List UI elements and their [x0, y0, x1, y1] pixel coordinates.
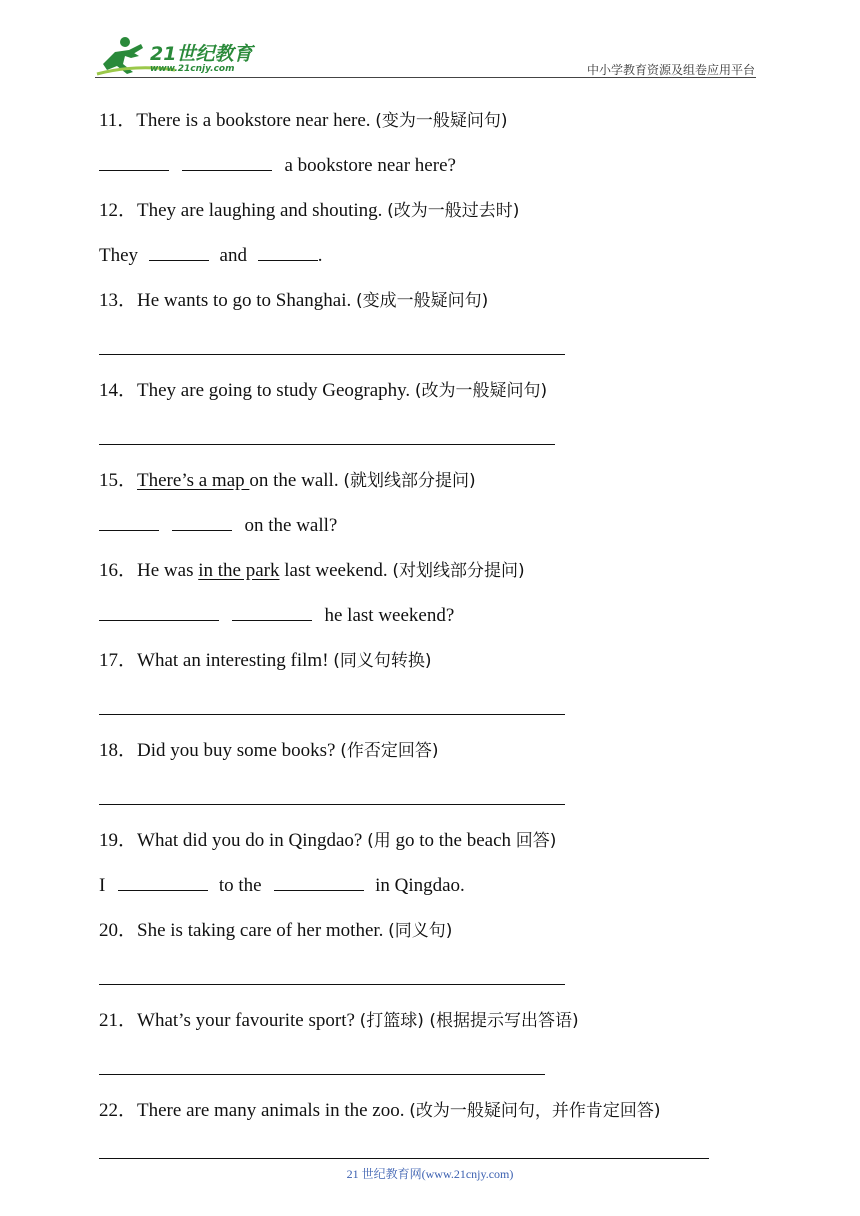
- question-12: [99, 199, 519, 223]
- answer-11: [99, 154, 456, 178]
- question-number: 20．: [99, 920, 138, 941]
- answer-blank[interactable]: [118, 874, 208, 891]
- question-text: He wants to go to Shanghai.: [137, 290, 352, 311]
- question-14: [99, 379, 547, 403]
- question-number: 16．: [99, 560, 138, 581]
- page-footer: 21 世纪教育网(www.21cnjy.com): [346, 1167, 514, 1181]
- answer-blank[interactable]: [99, 604, 219, 621]
- question-hint: (同义句): [388, 921, 453, 941]
- answer-blank[interactable]: [149, 244, 209, 261]
- question-number: 18．: [99, 740, 138, 761]
- question-18: [99, 739, 438, 763]
- header-platform-text: 中小学教育资源及组卷应用平台: [586, 63, 755, 77]
- answer-text: to the: [218, 875, 262, 896]
- answer-16: [99, 604, 454, 628]
- question-number: 14．: [99, 380, 138, 401]
- answer-blank[interactable]: [172, 514, 232, 531]
- question-text: They are going to study Geography.: [137, 380, 411, 401]
- question-hint: (变成一般疑问句): [356, 291, 489, 311]
- answer-line-17[interactable]: [99, 714, 565, 715]
- question-number: 22．: [99, 1100, 138, 1121]
- header-divider: [95, 77, 756, 78]
- question-number: 17．: [99, 650, 138, 671]
- answer-line-13[interactable]: [99, 354, 565, 355]
- question-hint: go to the beach: [390, 830, 516, 851]
- question-hint: (作否定回答): [340, 741, 439, 761]
- logo-text: 21世纪教育: [150, 43, 253, 65]
- answer-text: and: [219, 245, 247, 266]
- answer-text: .: [317, 245, 323, 266]
- question-hint: (同义句转换): [333, 651, 432, 671]
- question-text: She is taking care of her mother.: [137, 920, 384, 941]
- question-text: What did you do in Qingdao?: [137, 830, 363, 851]
- question-hint: (改为一般过去时): [387, 201, 520, 221]
- answer-line-22[interactable]: [99, 1158, 709, 1159]
- answer-blank[interactable]: [274, 874, 364, 891]
- question-text: Did you buy some books?: [137, 740, 336, 761]
- question-number: 12．: [99, 200, 138, 221]
- answer-line-20[interactable]: [99, 984, 565, 985]
- answer-blank[interactable]: [232, 604, 312, 621]
- answer-blank[interactable]: [182, 154, 272, 171]
- question-hint: (打篮球) (根据提示写出答语): [359, 1011, 579, 1031]
- question-text: There is a bookstore near here.: [136, 110, 371, 131]
- logo-url: www.21cnjy.com: [150, 64, 235, 74]
- answer-text: They: [99, 245, 139, 266]
- question-number: 21．: [99, 1010, 138, 1031]
- question-15: [99, 469, 476, 493]
- question-19: [99, 829, 556, 853]
- question-20: [99, 919, 452, 943]
- answer-text: on the wall?: [244, 515, 338, 536]
- underlined-text: in the park: [198, 560, 280, 581]
- answer-text: he last weekend?: [324, 605, 455, 626]
- page-header: [0, 0, 860, 80]
- answer-line-18[interactable]: [99, 804, 565, 805]
- answer-line-14[interactable]: [99, 444, 555, 445]
- question-number: 19．: [99, 830, 138, 851]
- question-text: There are many animals in the zoo.: [137, 1100, 405, 1121]
- underlined-text: There’s a map: [137, 470, 250, 491]
- question-text: on the wall.: [249, 470, 339, 491]
- answer-19: [99, 874, 465, 898]
- question-hint: (变为一般疑问句): [375, 111, 508, 131]
- answer-blank[interactable]: [258, 244, 318, 261]
- question-hint: 回答): [515, 831, 557, 851]
- answer-text: I: [99, 875, 106, 896]
- question-hint: (改为一般疑问句，并作肯定回答): [409, 1101, 661, 1121]
- question-17: [99, 649, 432, 673]
- question-text: What an interesting film!: [137, 650, 329, 671]
- answer-12: [99, 244, 322, 268]
- question-hint: (就划线部分提问): [343, 471, 476, 491]
- answer-line-21[interactable]: [99, 1074, 545, 1075]
- question-21: [99, 1009, 579, 1033]
- answer-blank[interactable]: [99, 514, 159, 531]
- question-number: 15．: [99, 470, 138, 491]
- question-13: [99, 289, 488, 313]
- question-16: [99, 559, 525, 583]
- question-number: 13．: [99, 290, 138, 311]
- question-hint: (改为一般疑问句): [414, 381, 548, 401]
- answer-text: in Qingdao.: [375, 875, 465, 896]
- answer-blank[interactable]: [99, 154, 169, 171]
- question-text: What’s your favourite sport?: [137, 1010, 355, 1031]
- answer-15: [99, 514, 337, 538]
- question-hint: (用: [367, 831, 391, 851]
- question-text: He was: [137, 560, 199, 581]
- question-number: 11．: [99, 110, 137, 131]
- question-hint: (对划线部分提问): [392, 561, 525, 581]
- question-text: They are laughing and shouting.: [137, 200, 383, 221]
- question-text: last weekend.: [279, 560, 388, 581]
- answer-text: a bookstore near here?: [284, 155, 456, 176]
- question-22: [99, 1099, 661, 1123]
- question-11: [99, 109, 508, 133]
